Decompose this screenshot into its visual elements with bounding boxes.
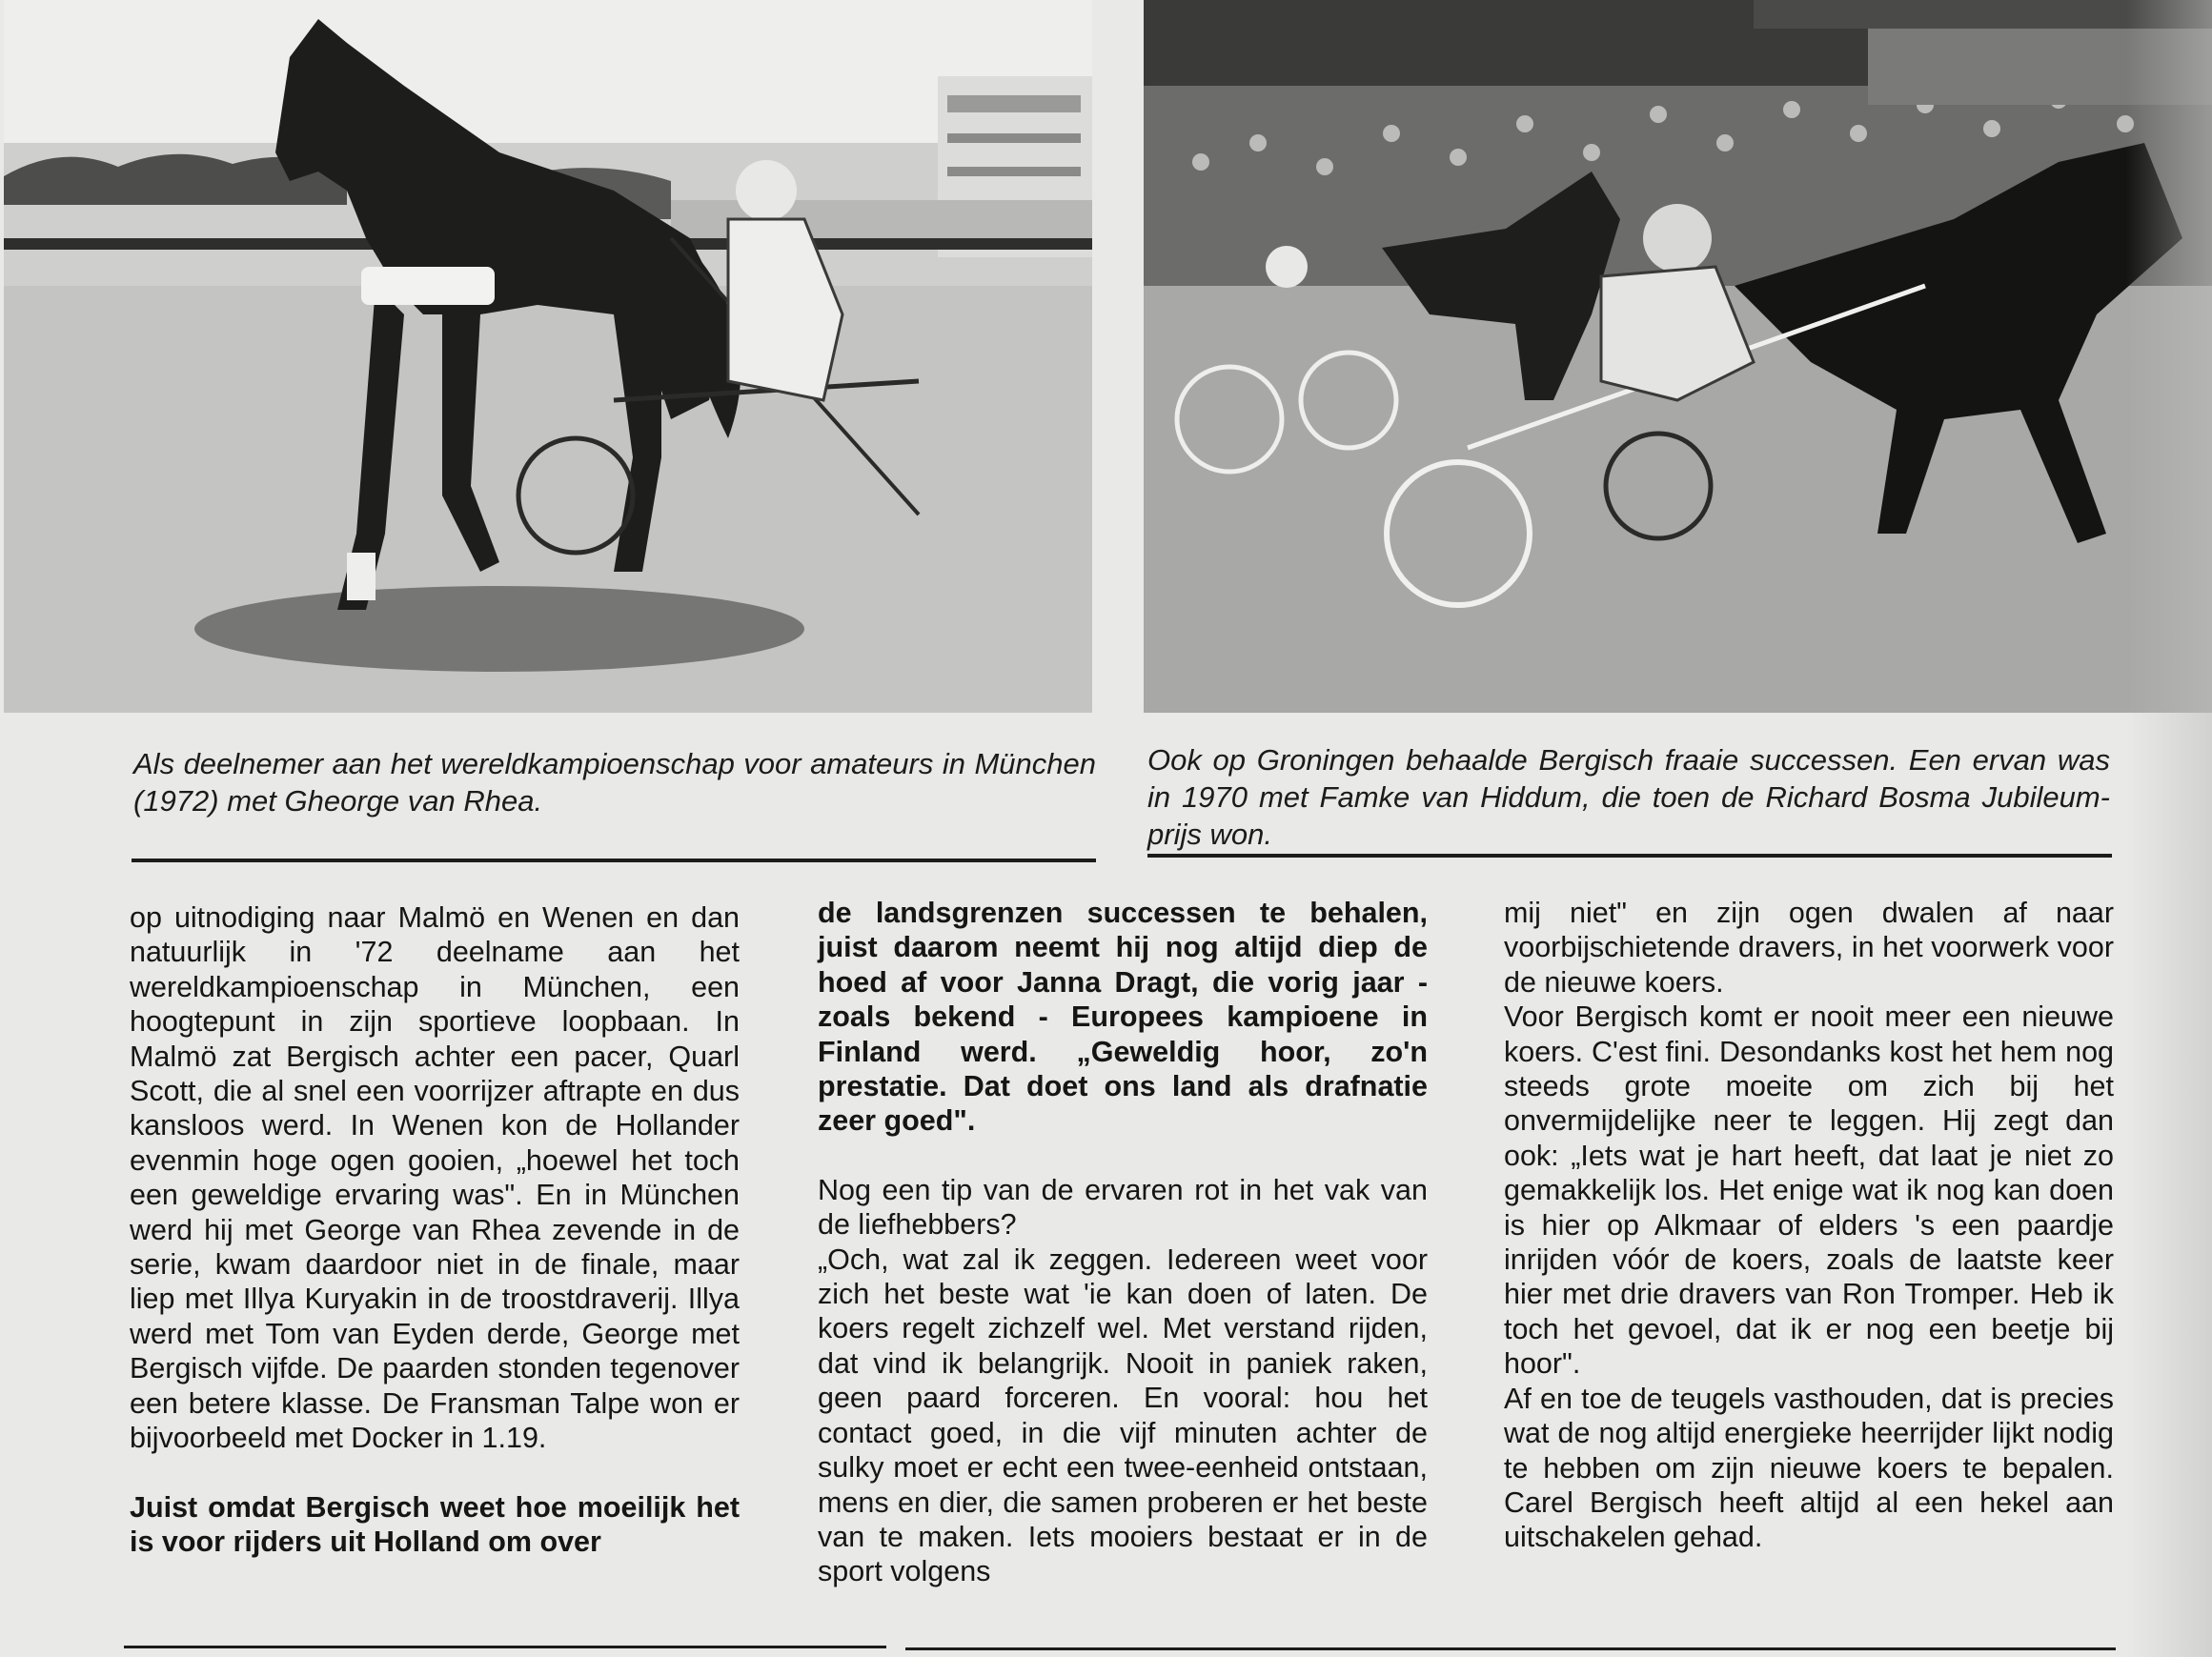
- column-2-paragraph-2: Nog een tip van de ervaren rot in het vak van de liefhebbers?: [818, 1173, 1428, 1242]
- article-column-3: [1504, 896, 2114, 1555]
- article-column-2: [818, 896, 1428, 1589]
- column-2-paragraph-1-bold: de landsgrenzen successen te behalen, juist daarom neemt hij nog altijd diep de hoed af voor Janna Dragt, die vorig jaar - zoals bekend - Europees kampioene in Finland werd. „Geweldig hoor, zo'n prestatie. Dat doet ons land als drafnatie zeer goed".: [818, 897, 1428, 1138]
- column-3-paragraph-1: mij niet" en zijn ogen dwalen af naar voorbijschietende dravers, in het voorwerk voor de nieuwe koers.: [1504, 897, 2114, 999]
- article-column-1: [130, 900, 740, 1559]
- column-3-paragraph-3: Af en toe de teugels vasthouden, dat is precies wat de nog altijd energieke heerrijder lijkt nodig te hebben om zijn nieuwe koers te bepalen. Carel Bergisch heeft altijd al een hekel aan uitschakelen gehad.: [1504, 1382, 2114, 1554]
- divider-left: [132, 859, 1096, 862]
- page-edge-shade: [2126, 0, 2212, 1657]
- divider-right: [1147, 854, 2112, 858]
- column-1-paragraph-1: op uitnodiging naar Malmö en Wenen en dan natuurlijk in '72 deelname aan het wereldkampioenschap in München, een hoogtepunt in zijn sportieve loopbaan. In Malmö zat Bergisch achter een pacer, Quarl Scott, die al snel een voorrijzer aftrapte en dus kansloos werd. In Wenen kon de Hollander evenmin hoge ogen gooien, „hoewel het toch een geweldige ervaring was". En in München werd hij met George van Rhea zevende in de serie, kwam daardoor niet in de finale, maar liep met Illya Kuryakin in de troostdraverij. Illya werd met Tom van Eyden derde, George met Bergisch vijfde. De paarden stonden tegenover een betere klasse. De Fransman Talpe won er bijvoorbeeld met Docker in 1.19.: [130, 901, 740, 1455]
- caption-right-text: Ook op Groningen behaalde Bergisch fraaie successen. Een ervan was in 1970 met Famke van Hiddum, die toen de Richard Bosma Jubileum-prijs won.: [1147, 743, 2110, 851]
- caption-left-text: Als deelnemer aan het wereldkampioenschap voor amateurs in München (1972) met Gheorge van Rhea.: [133, 747, 1096, 818]
- photo-horse-sulky-munchen: [4, 0, 1092, 713]
- caption-right: [1147, 741, 2110, 853]
- photo-race-groningen: [1144, 0, 2212, 713]
- bottom-divider-right: [905, 1647, 2116, 1650]
- bottom-divider-left: [124, 1646, 886, 1648]
- caption-left: [133, 745, 1096, 819]
- column-3-paragraph-2: Voor Bergisch komt er nooit meer een nieuwe koers. C'est fini. Desondanks kost het hem nog steeds grote moeite om zich bij het onvermijdelijke neer te leggen. Hij zegt dan ook: „Iets wat je hart heeft, dat laat je niet zo gemakkelijk los. Het enige wat ik nog kan doen is hier op Alkmaar of elders 's een paardje inrijden vóór de koers, zoals de laatste keer hier met drie dravers van Ron Tromper. Heb ik toch het gevoel, dat ik er nog een beetje bij hoor".: [1504, 1000, 2114, 1381]
- column-1-paragraph-2-bold: Juist omdat Bergisch weet hoe moeilijk het is voor rijders uit Holland om over: [130, 1490, 740, 1558]
- column-2-paragraph-3: „Och, wat zal ik zeggen. Iedereen weet voor zich het beste wat 'ie kan doen of laten. De koers regelt zichzelf wel. Met verstand rijden, dat vind ik belangrijk. Nooit in paniek raken, geen paard forceren. En vooral: hou het contact goed, in die vijf minuten achter de sulky moet er echt een twee-eenheid ontstaan, mens en dier, die samen proberen er het beste van te maken. Iets mooiers bestaat er in de sport volgens: [818, 1243, 1428, 1588]
